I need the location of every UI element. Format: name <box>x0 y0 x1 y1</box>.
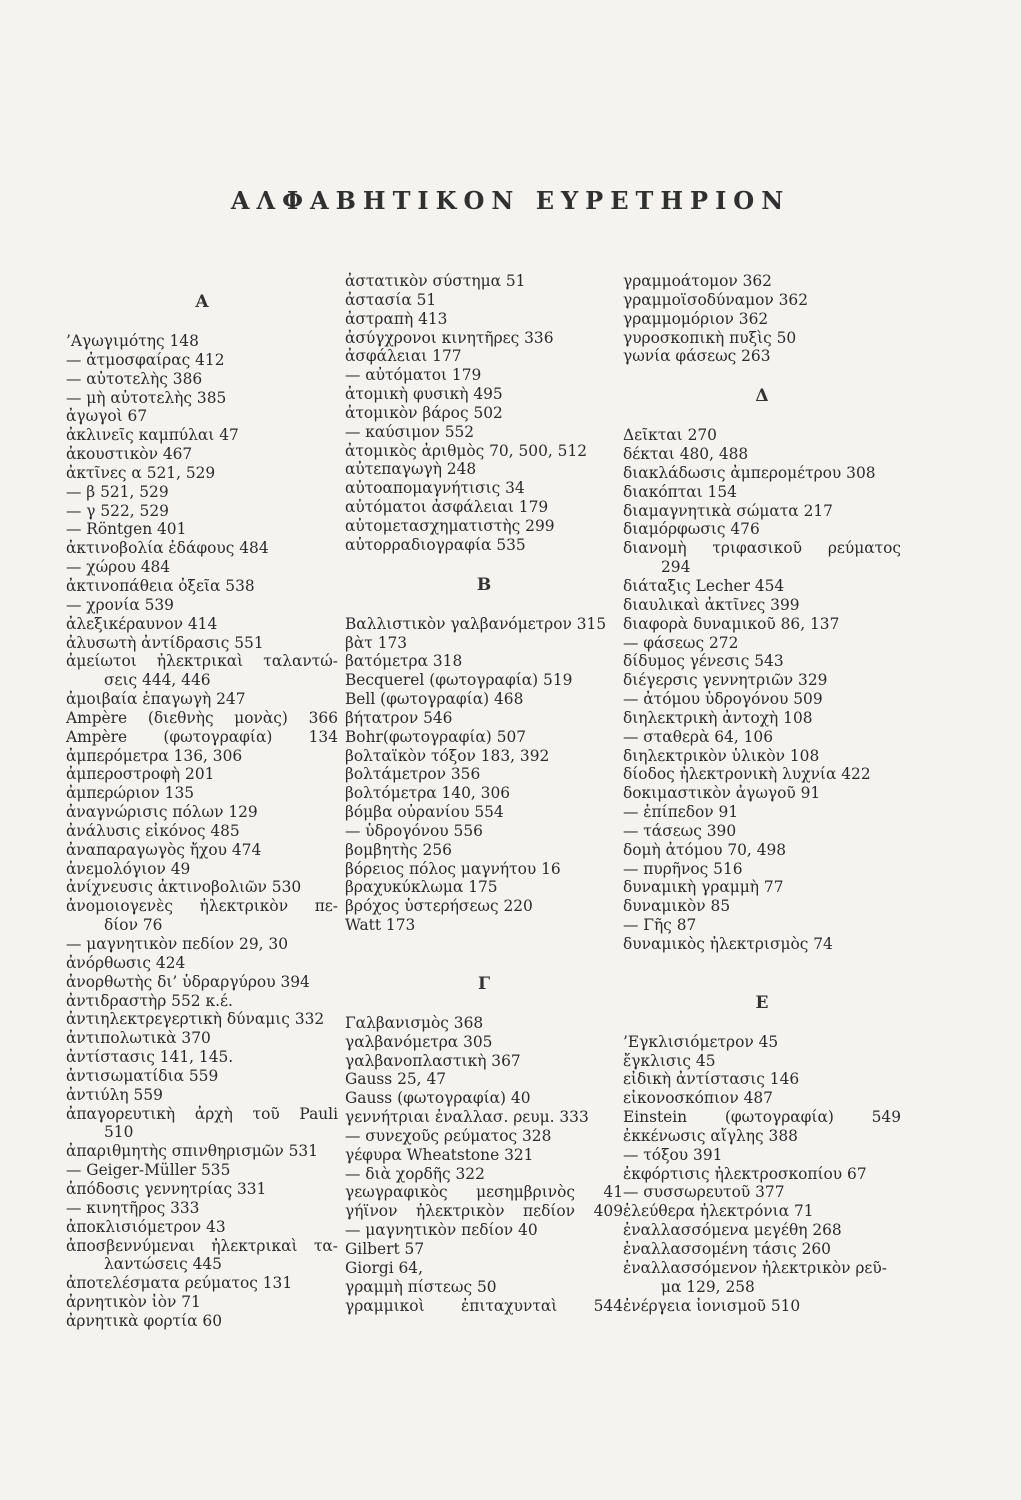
index-entry: βατόμετρα 318 <box>345 652 463 671</box>
index-entry: ἀκτῖνες α 521, 529 <box>66 463 216 482</box>
index-column-2 <box>345 272 623 1315</box>
index-entry: ἀναπαραγωγὸς ἤχου 474 <box>66 840 262 859</box>
index-entry: — β 521, 529 <box>66 482 169 501</box>
index-entry: ἀρνητικὸν ἰὸν 71 <box>66 1293 201 1312</box>
index-entry: διαυλικαὶ ἀκτῖνες 399 <box>623 595 800 614</box>
index-entry: Einstein (φωτογραφία) 549 <box>623 1108 901 1127</box>
index-entry: ἀντίστασις 141, 145. <box>66 1048 234 1067</box>
index-entry: ἀτομικὸς ἀριθμὸς 70, 500, 512 <box>345 441 588 460</box>
index-entry: διηλεκτρικὴ ἀντοχὴ 108 <box>623 708 813 727</box>
index-entry: διέγερσις γεννητριῶν 329 <box>623 671 828 690</box>
index-entry: βόμβα οὐρανίου 554 <box>345 803 504 822</box>
index-entry: ἀποσβεννύμεναι ἠλεκτρικαὶ τα- <box>66 1236 338 1255</box>
index-entry: ἀκτινοβολία ἐδάφους 484 <box>66 539 269 558</box>
index-entry: βραχυκύκλωμα 175 <box>345 878 498 897</box>
index-entry: ’Εγκλισιόμετρον 45 <box>623 1032 779 1051</box>
index-entry: — μὴ αὐτοτελὴς 385 <box>66 388 227 407</box>
index-entry: — Geiger-Müller 535 <box>66 1161 231 1180</box>
index-entry: — ἐπίπεδον 91 <box>623 803 739 822</box>
index-entry: βὰτ 173 <box>345 633 408 652</box>
index-entry: γαλβανόμετρα 305 <box>345 1032 493 1051</box>
index-entry: ἀντιηλεκτρεγερτικὴ δύναμις 332 <box>66 1010 325 1029</box>
index-entry: Watt 173 <box>345 916 416 935</box>
index-entry: γραμμομόριον 362 <box>623 309 769 328</box>
index-entry: αὐτεπαγωγὴ 248 <box>345 460 477 479</box>
index-entry: βολτάμετρον 356 <box>345 765 481 784</box>
index-entry: — σταθερὰ 64, 106 <box>623 727 774 746</box>
index-entry-continuation: λαντώσεις 445 <box>104 1255 222 1274</box>
index-entry: γωνία φάσεως 263 <box>623 347 771 366</box>
index-entry-continuation: 294 <box>661 558 691 577</box>
index-entry: ἀμείωτοι ἠλεκτρικαὶ ταλαντώ- <box>66 652 338 671</box>
index-entry: — μαγνητικὸν πεδίον 40 <box>345 1221 538 1240</box>
index-entry: βήτατρον 546 <box>345 708 453 727</box>
index-entry: Becquerel (φωτογραφία) 519 <box>345 671 573 690</box>
section-letter: Γ <box>477 973 491 994</box>
index-entry: ἀνεμολόγιον 49 <box>66 859 191 878</box>
index-entry: αὐτομετασχηματιστὴς 299 <box>345 516 555 535</box>
index-entry-continuation: μα 129, 258 <box>661 1277 755 1296</box>
index-entry: διακόπται 154 <box>623 482 737 501</box>
index-entry: Gauss 25, 47 <box>345 1070 447 1089</box>
index-entry: — καύσιμον 552 <box>345 422 475 441</box>
index-entry: διαφορὰ δυναμικοῦ 86, 137 <box>623 614 840 633</box>
index-entry: — χρονία 539 <box>66 595 174 614</box>
index-entry: γεννήτριαι ἐναλλασ. ρευμ. 333 <box>345 1108 589 1127</box>
index-entry: — διὰ χορδῆς 322 <box>345 1164 485 1183</box>
index-entry: βρόχος ὑστερήσεως 220 <box>345 897 533 916</box>
index-entry: ἀπαριθμητὴς σπινθηρισμῶν 531 <box>66 1142 318 1161</box>
index-entry: — ὑδρογόνου 556 <box>345 821 483 840</box>
index-entry: ἀσύγχρονοι κινητῆρες 336 <box>345 328 554 347</box>
index-entry: ἐνέργεια ἰονισμοῦ 510 <box>623 1296 801 1315</box>
index-entry: ἀγωγοὶ 67 <box>66 407 148 426</box>
index-entry: ἀνάλυσις εἰκόνος 485 <box>66 821 240 840</box>
index-entry: ἀντιπολωτικὰ 370 <box>66 1029 211 1048</box>
index-entry: δυναμικὴ γραμμὴ 77 <box>623 878 784 897</box>
index-entry: ἀντιύλη 559 <box>66 1085 163 1104</box>
index-entry: ἀνομοιογενὲς ἠλεκτρικὸν πε- <box>66 897 338 916</box>
index-entry: ἀνορθωτὴς δι’ ὑδραργύρου 394 <box>66 972 310 991</box>
index-entry-continuation: 510 <box>104 1123 134 1142</box>
index-entry: ἐναλλασσόμενα μεγέθη 268 <box>623 1221 842 1240</box>
index-entry: Bell (φωτογραφία) 468 <box>345 690 524 709</box>
index-entry: δοκιμαστικὸν ἀγωγοῦ 91 <box>623 784 821 803</box>
index-entry: — συσσωρευτοῦ 377 <box>623 1183 785 1202</box>
index-entry: διαμόρφωσις 476 <box>623 520 760 539</box>
index-entry: βολτόμετρα 140, 306 <box>345 784 511 803</box>
index-entry: δυναμικὸν 85 <box>623 897 731 916</box>
index-entry: ἀτομικὸν βάρος 502 <box>345 403 503 422</box>
index-column-1 <box>66 272 338 1331</box>
index-entry: δυναμικὸς ἠλεκτρισμὸς 74 <box>623 935 833 953</box>
index-entry: δίδυμος γένεσις 543 <box>623 652 784 671</box>
index-entry: — γ 522, 529 <box>66 501 169 520</box>
index-entry: ἀλυσωτὴ ἀντίδρασις 551 <box>66 633 264 652</box>
page-title: ΑΛΦΑΒΗΤΙΚΟΝ ΕΥΡΕΤΗΡΙΟΝ <box>230 186 791 215</box>
index-entry: Bohr(φωτογραφία) 507 <box>345 727 527 746</box>
index-entry: ἀκτινοπάθεια ὀξεῖα 538 <box>66 576 255 595</box>
index-entry: ἀπόδοσις γεννητρίας 331 <box>66 1179 267 1198</box>
index-entry: — πυρῆνος 516 <box>623 859 743 878</box>
index-entry: ἀκλινεῖς καμπύλαι 47 <box>66 426 239 445</box>
index-entry: γέφυρα Wheatstone 321 <box>345 1145 534 1164</box>
index-entry: Δεῖκται 270 <box>623 426 717 445</box>
index-entry: ἀπαγορευτικὴ ἀρχὴ τοῦ Pauli <box>66 1104 338 1123</box>
index-entry: ἀκουστικὸν 467 <box>66 445 193 464</box>
index-entry: ἀρνητικὰ φορτία 60 <box>66 1311 222 1330</box>
index-entry-continuation: δίον 76 <box>104 916 163 935</box>
index-entry: αὐτοαπομαγνήτισις 34 <box>345 479 525 498</box>
index-entry: — μαγνητικὸν πεδίον 29, 30 <box>66 935 288 953</box>
index-entry: γεωγραφικὸς μεσημβρινὸς 41 <box>345 1183 623 1202</box>
index-entry: ἀστραπὴ 413 <box>345 309 448 328</box>
index-entry: Giorgi 64, <box>345 1258 423 1277</box>
index-entry: γραμμοάτομον 362 <box>623 272 772 290</box>
index-entry: ἐναλλασσομένη τάσις 260 <box>623 1239 831 1258</box>
index-entry: γραμμὴ πίστεως 50 <box>345 1277 497 1296</box>
index-entry: γυροσκοπικὴ πυξὶς 50 <box>623 328 797 347</box>
index-entry: ἀναγνώρισις πόλων 129 <box>66 803 258 822</box>
index-entry: γαλβανοπλαστικὴ 367 <box>345 1051 521 1070</box>
index-entry: ἀμοιβαία ἐπαγωγὴ 247 <box>66 690 246 709</box>
index-entry: δομὴ ἀτόμου 70, 498 <box>623 840 787 859</box>
index-entry: διηλεκτρικὸν ὑλικὸν 108 <box>623 746 820 765</box>
index-entry: — τόξου 391 <box>623 1145 723 1164</box>
index-entry: ’Αγωγιμότης 148 <box>66 332 199 350</box>
index-entry: δίοδος ἠλεκτρονικὴ λυχνία 422 <box>623 765 871 784</box>
index-entry: ἀμπερόμετρα 136, 306 <box>66 746 243 765</box>
index-entry: ἐκκένωσις αἴγλης 388 <box>623 1126 798 1145</box>
index-entry: — Röntgen 401 <box>66 520 187 539</box>
spacer <box>345 935 623 954</box>
section-letter: Α <box>195 292 209 312</box>
index-entry: ἀτομικὴ φυσικὴ 495 <box>345 385 503 404</box>
index-entry: — τάσεως 390 <box>623 821 737 840</box>
index-entry: ἀποτελέσματα ρεύματος 131 <box>66 1274 293 1293</box>
section-letter: Ε <box>755 992 769 1013</box>
index-entry: — συνεχοῦς ρεύματος 328 <box>345 1126 552 1145</box>
index-entry: — ἀτόμου ὑδρογόνου 509 <box>623 690 823 709</box>
index-entry: Gilbert 57 <box>345 1239 425 1258</box>
index-entry: — αὐτόματοι 179 <box>345 366 482 385</box>
index-entry: — αὐτοτελὴς 386 <box>66 369 203 388</box>
index-entry: — ἀτμοσφαίρας 412 <box>66 350 225 369</box>
index-entry: ἀστασία 51 <box>345 290 437 309</box>
index-entry: Βαλλιστικὸν γαλβανόμετρον 315 <box>345 614 607 633</box>
index-entry: διάταξις Lecher 454 <box>623 576 785 595</box>
index-entry: διανομὴ τριφασικοῦ ρεύματος <box>623 539 901 558</box>
index-entry: δέκται 480, 488 <box>623 445 749 464</box>
index-entry: ἐλεύθερα ἠλεκτρόνια 71 <box>623 1202 814 1221</box>
index-entry: ἐκφόρτισις ἠλεκτροσκοπίου 67 <box>623 1164 867 1183</box>
index-entry: βόρειος πόλος μαγνήτου 16 <box>345 859 561 878</box>
index-entry: Γαλβανισμὸς 368 <box>345 1013 484 1032</box>
index-entry: ἀλεξικέραυνον 414 <box>66 614 218 633</box>
index-entry: ἐναλλασσόμενον ἠλεκτρικὸν ρεῦ- <box>623 1258 887 1277</box>
index-entry: Gauss (φωτογραφία) 40 <box>345 1089 531 1108</box>
index-entry: Ampère (φωτογραφία) 134 <box>66 727 338 746</box>
index-entry: ἀνόρθωσις 424 <box>66 953 186 972</box>
index-entry: Ampère (διεθνὴς μονὰς) 366 <box>66 708 338 727</box>
index-entry-continuation: σεις 444, 446 <box>104 671 211 690</box>
index-entry: αὐτορραδιογραφία 535 <box>345 535 526 554</box>
index-entry: ἀντιδραστὴρ 552 κ.έ. <box>66 991 233 1010</box>
spacer <box>623 954 901 973</box>
index-entry: ἀμπερώριον 135 <box>66 784 195 803</box>
index-entry: εἰδικὴ ἀντίστασις 146 <box>623 1070 800 1089</box>
index-entry: γραμμοϊσοδύναμον 362 <box>623 290 808 309</box>
index-entry: εἰκονοσκόπιον 487 <box>623 1089 773 1108</box>
section-letter: Δ <box>755 386 769 407</box>
index-entry: — κινητῆρος 333 <box>66 1198 200 1217</box>
index-entry: ἀνίχνευσις ἀκτινοβολιῶν 530 <box>66 878 302 897</box>
index-entry: ἀστατικὸν σύστημα 51 <box>345 272 526 290</box>
index-entry: αὐτόματοι ἀσφάλειαι 179 <box>345 498 549 517</box>
index-entry: — Γῆς 87 <box>623 916 697 935</box>
index-entry: διακλάδωσις ἀμπερομέτρου 308 <box>623 463 876 482</box>
index-entry: διαμαγνητικὰ σώματα 217 <box>623 501 833 520</box>
index-entry: — φάσεως 272 <box>623 633 739 652</box>
index-entry: βολταϊκὸν τόξον 183, 392 <box>345 746 550 765</box>
index-entry: γήϊνον ἠλεκτρικὸν πεδίον 409 <box>345 1202 623 1221</box>
index-entry: ἀντισωματίδια 559 <box>66 1066 219 1085</box>
index-entry: ἀποκλισιόμετρον 43 <box>66 1217 226 1236</box>
index-entry: βομβητὴς 256 <box>345 840 452 859</box>
index-entry: ἀσφάλειαι 177 <box>345 347 462 366</box>
index-entry: ἀμπεροστροφὴ 201 <box>66 765 215 784</box>
index-column-3 <box>623 272 901 1315</box>
section-letter: Β <box>476 574 492 595</box>
index-entry: ἔγκλισις 45 <box>623 1051 716 1070</box>
index-entry: γραμμικοὶ ἐπιταχυνταὶ 544 <box>345 1296 623 1315</box>
index-entry: — χώρου 484 <box>66 558 171 577</box>
